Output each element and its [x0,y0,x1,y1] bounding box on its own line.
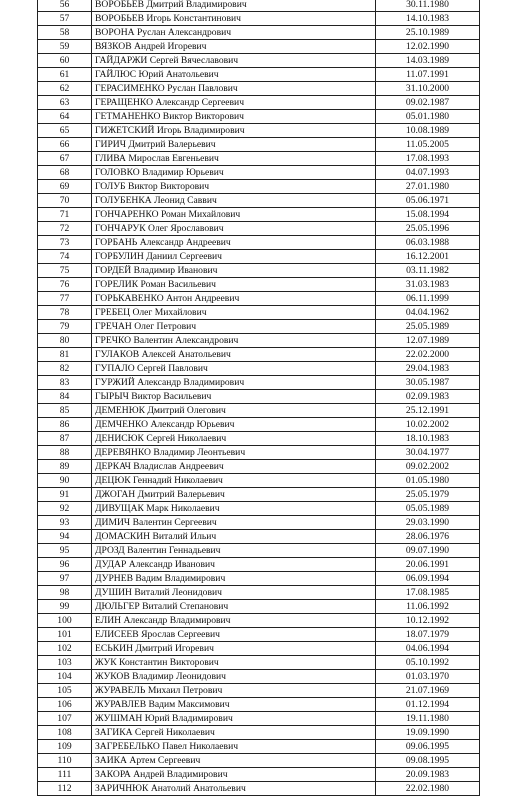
full-name-cell: ГАЙЛЮС Юрий Анатольевич [92,68,376,82]
row-number-cell: 73 [38,236,92,250]
full-name-cell: ГАЙДАРЖИ Сергей Вячеславович [92,54,376,68]
row-number-cell: 67 [38,152,92,166]
row-number-cell: 107 [38,712,92,726]
table-row [38,264,480,278]
birth-date-cell: 16.12.2001 [376,250,480,264]
table-row [38,432,480,446]
row-number-cell: 56 [38,0,92,12]
birth-date-cell: 25.05.1979 [376,488,480,502]
full-name-cell: ГУЛАКОВ Алексей Анатольевич [92,348,376,362]
table-row [38,222,480,236]
full-name-cell: ДУРНЕВ Вадим Владимирович [92,572,376,586]
birth-date-cell: 05.10.1992 [376,656,480,670]
table-row [38,54,480,68]
row-number-cell: 96 [38,558,92,572]
birth-date-cell: 29.04.1983 [376,362,480,376]
full-name-cell: ГОНЧАРЕНКО Роман Михайлович [92,208,376,222]
birth-date-cell: 28.06.1976 [376,530,480,544]
birth-date-cell: 25.10.1989 [376,26,480,40]
full-name-cell: ГУРЖИЙ Александр Владимирович [92,376,376,390]
birth-date-cell: 09.02.1987 [376,96,480,110]
birth-date-cell: 25.05.1989 [376,320,480,334]
full-name-cell: ЖУШМАН Юрий Владимирович [92,712,376,726]
table-row [38,572,480,586]
full-name-cell: ДЕЦЮК Геннадий Николаевич [92,474,376,488]
full-name-cell: ВЯЗКОВ Андрей Игоревич [92,40,376,54]
row-number-cell: 72 [38,222,92,236]
birth-date-cell: 09.07.1990 [376,544,480,558]
row-number-cell: 68 [38,166,92,180]
full-name-cell: ДЖОГАН Дмитрий Валерьевич [92,488,376,502]
table-row [38,12,480,26]
table-row [38,754,480,768]
row-number-cell: 82 [38,362,92,376]
row-number-cell: 100 [38,614,92,628]
table-row [38,600,480,614]
full-name-cell: ГОНЧАРУК Олег Ярославович [92,222,376,236]
birth-date-cell: 21.07.1969 [376,684,480,698]
full-name-cell: ГРЕБЕЦ Олег Михайлович [92,306,376,320]
full-name-cell: ДЮЛЬГЕР Виталий Степанович [92,600,376,614]
birth-date-cell: 02.09.1983 [376,390,480,404]
birth-date-cell: 14.10.1983 [376,12,480,26]
row-number-cell: 102 [38,642,92,656]
birth-date-cell: 20.06.1991 [376,558,480,572]
birth-date-cell: 04.06.1994 [376,642,480,656]
full-name-cell: ЗАГРЕБЕЛЬКО Павел Николаевич [92,740,376,754]
full-name-cell: ЗАГИКА Сергей Николаевич [92,726,376,740]
full-name-cell: ГОРДЕЙ Владимир Иванович [92,264,376,278]
row-number-cell: 62 [38,82,92,96]
table-row [38,152,480,166]
table-row [38,82,480,96]
full-name-cell: ДУШИН Виталий Леонидович [92,586,376,600]
roster-table [37,0,480,796]
table-row [38,376,480,390]
row-number-cell: 64 [38,110,92,124]
table-row [38,390,480,404]
row-number-cell: 58 [38,26,92,40]
birth-date-cell: 30.11.1980 [376,0,480,12]
birth-date-cell: 22.02.1980 [376,782,480,796]
table-row [38,306,480,320]
row-number-cell: 109 [38,740,92,754]
full-name-cell: ДОМАСКИН Виталий Ильич [92,530,376,544]
row-number-cell: 80 [38,334,92,348]
birth-date-cell: 30.04.1977 [376,446,480,460]
row-number-cell: 103 [38,656,92,670]
full-name-cell: ДЕМЧЕНКО Александр Юрьевич [92,418,376,432]
full-name-cell: ЕСЬКИН Дмитрий Игоревич [92,642,376,656]
table-row [38,0,480,12]
table-row [38,670,480,684]
table-row [38,110,480,124]
full-name-cell: ГОРЕЛИК Роман Васильевич [92,278,376,292]
birth-date-cell: 11.06.1992 [376,600,480,614]
row-number-cell: 79 [38,320,92,334]
birth-date-cell: 30.05.1987 [376,376,480,390]
full-name-cell: ДРОЗД Валентин Геннадьевич [92,544,376,558]
row-number-cell: 86 [38,418,92,432]
full-name-cell: ГИРИЧ Дмитрий Валерьевич [92,138,376,152]
row-number-cell: 60 [38,54,92,68]
birth-date-cell: 05.06.1971 [376,194,480,208]
table-row [38,446,480,460]
birth-date-cell: 06.11.1999 [376,292,480,306]
table-row [38,768,480,782]
full-name-cell: ГИЖЕТСКИЙ Игорь Владимирович [92,124,376,138]
row-number-cell: 63 [38,96,92,110]
full-name-cell: ДЕРЕВЯНКО Владимир Леонтьевич [92,446,376,460]
full-name-cell: ДЕРКАЧ Владислав Андреевич [92,460,376,474]
table-row [38,558,480,572]
row-number-cell: 111 [38,768,92,782]
table-row [38,698,480,712]
full-name-cell: ГЕРАСИМЕНКО Руслан Павлович [92,82,376,96]
birth-date-cell: 18.07.1979 [376,628,480,642]
row-number-cell: 90 [38,474,92,488]
birth-date-cell: 04.04.1962 [376,306,480,320]
birth-date-cell: 27.01.1980 [376,180,480,194]
table-row [38,530,480,544]
birth-date-cell: 17.08.1985 [376,586,480,600]
birth-date-cell: 19.11.1980 [376,712,480,726]
table-row [38,348,480,362]
table-row [38,586,480,600]
row-number-cell: 81 [38,348,92,362]
birth-date-cell: 10.02.2002 [376,418,480,432]
full-name-cell: ГЕТМАНЕНКО Виктор Викторович [92,110,376,124]
birth-date-cell: 17.08.1993 [376,152,480,166]
table-row [38,320,480,334]
birth-date-cell: 12.07.1989 [376,334,480,348]
row-number-cell: 99 [38,600,92,614]
table-row [38,642,480,656]
birth-date-cell: 14.03.1989 [376,54,480,68]
full-name-cell: ЗАКОРА Андрей Владимирович [92,768,376,782]
birth-date-cell: 01.03.1970 [376,670,480,684]
row-number-cell: 85 [38,404,92,418]
full-name-cell: ВОРОБЬЕВ Игорь Константинович [92,12,376,26]
full-name-cell: ГРЕЧКО Валентин Александрович [92,334,376,348]
table-row [38,740,480,754]
table-row [38,166,480,180]
table-row [38,40,480,54]
birth-date-cell: 05.01.1980 [376,110,480,124]
full-name-cell: ГУПАЛО Сергей Павлович [92,362,376,376]
birth-date-cell: 11.07.1991 [376,68,480,82]
table-row [38,404,480,418]
birth-date-cell: 31.03.1983 [376,278,480,292]
table-row [38,418,480,432]
birth-date-cell: 25.12.1991 [376,404,480,418]
row-number-cell: 75 [38,264,92,278]
table-row [38,292,480,306]
birth-date-cell: 19.09.1990 [376,726,480,740]
row-number-cell: 77 [38,292,92,306]
table-row [38,278,480,292]
birth-date-cell: 10.12.1992 [376,614,480,628]
row-number-cell: 78 [38,306,92,320]
row-number-cell: 104 [38,670,92,684]
full-name-cell: ЕЛИСЕЕВ Ярослав Сергеевич [92,628,376,642]
birth-date-cell: 09.06.1995 [376,740,480,754]
table-row [38,544,480,558]
full-name-cell: ГРЕЧАН Олег Петрович [92,320,376,334]
table-row [38,236,480,250]
full-name-cell: ЖУКОВ Владимир Леонидович [92,670,376,684]
full-name-cell: ВОРОБЬЕВ Дмитрий Владимирович [92,0,376,12]
full-name-cell: ДИМИЧ Валентин Сергеевич [92,516,376,530]
table-row [38,614,480,628]
birth-date-cell: 22.02.2000 [376,348,480,362]
row-number-cell: 71 [38,208,92,222]
row-number-cell: 84 [38,390,92,404]
full-name-cell: ДЕМЕНЮК Дмитрий Олегович [92,404,376,418]
table-row [38,362,480,376]
birth-date-cell: 05.05.1989 [376,502,480,516]
row-number-cell: 76 [38,278,92,292]
birth-date-cell: 06.09.1994 [376,572,480,586]
birth-date-cell: 29.03.1990 [376,516,480,530]
full-name-cell: ГОЛУБ Виктор Викторович [92,180,376,194]
birth-date-cell: 18.10.1983 [376,432,480,446]
table-row [38,460,480,474]
table-row [38,180,480,194]
full-name-cell: ГЛИВА Мирослав Евгеньевич [92,152,376,166]
row-number-cell: 106 [38,698,92,712]
row-number-cell: 93 [38,516,92,530]
row-number-cell: 108 [38,726,92,740]
birth-date-cell: 04.07.1993 [376,166,480,180]
row-number-cell: 105 [38,684,92,698]
row-number-cell: 83 [38,376,92,390]
birth-date-cell: 20.09.1983 [376,768,480,782]
row-number-cell: 95 [38,544,92,558]
birth-date-cell: 25.05.1996 [376,222,480,236]
birth-date-cell: 03.11.1982 [376,264,480,278]
row-number-cell: 101 [38,628,92,642]
full-name-cell: ВОРОНА Руслан Александрович [92,26,376,40]
table-row [38,208,480,222]
row-number-cell: 91 [38,488,92,502]
full-name-cell: ГОРБУЛИН Даниил Сергеевич [92,250,376,264]
row-number-cell: 59 [38,40,92,54]
row-number-cell: 69 [38,180,92,194]
table-row [38,96,480,110]
table-row [38,782,480,796]
full-name-cell: ГОЛОВКО Владимир Юрьевич [92,166,376,180]
full-name-cell: ГОЛУБЕНКА Леонид Саввич [92,194,376,208]
row-number-cell: 74 [38,250,92,264]
birth-date-cell: 09.08.1995 [376,754,480,768]
full-name-cell: ГЕРАЩЕНКО Александр Сергеевич [92,96,376,110]
full-name-cell: ДИВУЩАК Марк Николаевич [92,502,376,516]
full-name-cell: ЖУРАВЛЕВ Вадим Максимович [92,698,376,712]
table-row [38,26,480,40]
row-number-cell: 97 [38,572,92,586]
table-row [38,516,480,530]
row-number-cell: 92 [38,502,92,516]
full-name-cell: ГЫРЫЧ Виктор Васильевич [92,390,376,404]
full-name-cell: ЗАРИЧНЮК Анатолий Анатольевич [92,782,376,796]
birth-date-cell: 09.02.2002 [376,460,480,474]
full-name-cell: ЖУРАВЕЛЬ Михаил Петрович [92,684,376,698]
full-name-cell: ГОРБАНЬ Александр Андреевич [92,236,376,250]
birth-date-cell: 01.12.1994 [376,698,480,712]
table-row [38,124,480,138]
full-name-cell: ЖУК Константин Викторович [92,656,376,670]
row-number-cell: 66 [38,138,92,152]
row-number-cell: 65 [38,124,92,138]
roster-table-body [38,0,480,796]
table-row [38,250,480,264]
birth-date-cell: 31.10.2000 [376,82,480,96]
birth-date-cell: 15.08.1994 [376,208,480,222]
birth-date-cell: 12.02.1990 [376,40,480,54]
row-number-cell: 61 [38,68,92,82]
row-number-cell: 88 [38,446,92,460]
table-row [38,656,480,670]
table-row [38,726,480,740]
full-name-cell: ЗАИКА Артем Сергеевич [92,754,376,768]
table-row [38,488,480,502]
full-name-cell: ЕЛИН Александр Владимирович [92,614,376,628]
birth-date-cell: 01.05.1980 [376,474,480,488]
row-number-cell: 94 [38,530,92,544]
table-row [38,68,480,82]
full-name-cell: ГОРЬКАВЕНКО Антон Андреевич [92,292,376,306]
table-row [38,194,480,208]
row-number-cell: 98 [38,586,92,600]
table-row [38,502,480,516]
full-name-cell: ДУДАР Александр Иванович [92,558,376,572]
table-row [38,628,480,642]
row-number-cell: 89 [38,460,92,474]
table-row [38,334,480,348]
table-row [38,684,480,698]
birth-date-cell: 11.05.2005 [376,138,480,152]
full-name-cell: ДЕНИСЮК Сергей Николаевич [92,432,376,446]
row-number-cell: 112 [38,782,92,796]
row-number-cell: 110 [38,754,92,768]
row-number-cell: 87 [38,432,92,446]
table-row [38,138,480,152]
row-number-cell: 70 [38,194,92,208]
table-row [38,474,480,488]
table-row [38,712,480,726]
birth-date-cell: 10.08.1989 [376,124,480,138]
birth-date-cell: 06.03.1988 [376,236,480,250]
row-number-cell: 57 [38,12,92,26]
